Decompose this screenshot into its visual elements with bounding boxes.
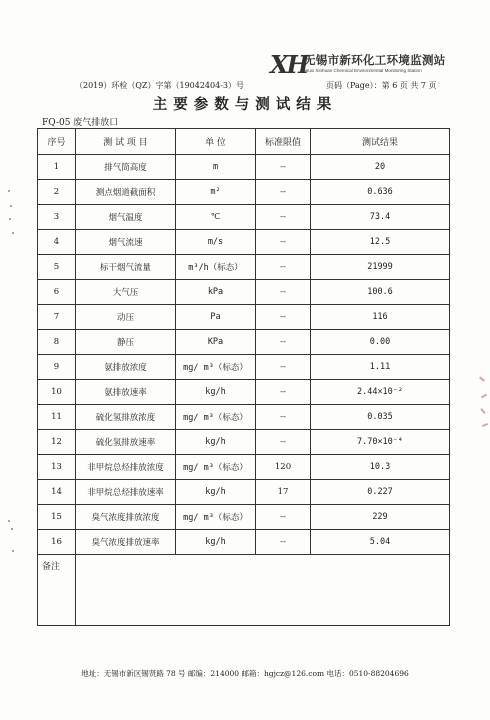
cell-limit: -- [256, 380, 311, 405]
page-info: 页码（Page）：第 6 页 共 7 页 [326, 81, 437, 90]
cell-limit: 120 [256, 455, 311, 480]
cell-no: 10 [38, 380, 76, 405]
cell-item: 大气压 [76, 280, 176, 305]
org-logo [270, 50, 470, 80]
cell-unit: m/s [176, 230, 256, 255]
cell-result: 7.70×10⁻⁴ [311, 430, 450, 455]
cell-no: 13 [38, 455, 76, 480]
cell-no: 8 [38, 330, 76, 355]
cell-limit: -- [256, 205, 311, 230]
cell-limit: -- [256, 280, 311, 305]
cell-no: 11 [38, 405, 76, 430]
cell-unit: Pa [176, 305, 256, 330]
outlet-label: FQ-05 废气排放口 [42, 118, 119, 128]
cell-result: 2.44×10⁻² [311, 380, 450, 405]
table-row [38, 505, 450, 530]
red-mark [479, 376, 485, 381]
remark-row [38, 555, 450, 626]
cell-unit: m² [176, 180, 256, 205]
cell-item: 排气筒高度 [76, 155, 176, 180]
cell-limit: -- [256, 330, 311, 355]
scan-speck [8, 520, 10, 522]
table-row [38, 205, 450, 230]
page-title: 主要参数与测试结果 [152, 97, 338, 113]
table-header-row [38, 129, 450, 155]
cell-limit: -- [256, 505, 311, 530]
cell-result: 1.11 [311, 355, 450, 380]
cell-no: 14 [38, 480, 76, 505]
cell-unit: KPa [176, 330, 256, 355]
cell-no: 15 [38, 505, 76, 530]
cell-item: 氨排放速率 [76, 380, 176, 405]
cell-item: 测点烟道截面积 [76, 180, 176, 205]
cell-item: 硫化氢排放速率 [76, 430, 176, 455]
cell-item: 静压 [76, 330, 176, 355]
logo-mark: XH [270, 50, 308, 79]
red-mark [481, 394, 487, 399]
table-row [38, 530, 450, 555]
scan-speck [9, 218, 11, 220]
cell-limit: -- [256, 430, 311, 455]
scan-speck [12, 232, 14, 234]
document-number: （2019）环检（QZ）字第（19042404-3）号 [75, 81, 244, 90]
cell-unit: kPa [176, 280, 256, 305]
header-unit: 单 位 [176, 129, 256, 155]
cell-result: 10.3 [311, 455, 450, 480]
cell-item: 标干烟气流量 [76, 255, 176, 280]
cell-result: 229 [311, 505, 450, 530]
table-row [38, 430, 450, 455]
cell-limit: -- [256, 355, 311, 380]
cell-result: 0.00 [311, 330, 450, 355]
cell-result: 0.227 [311, 480, 450, 505]
cell-unit: m³/h（标态） [176, 255, 256, 280]
cell-no: 4 [38, 230, 76, 255]
cell-result: 21999 [311, 255, 450, 280]
cell-no: 16 [38, 530, 76, 555]
cell-unit: mg/ m³（标态） [176, 455, 256, 480]
cell-unit: mg/ m³（标态） [176, 405, 256, 430]
cell-limit: -- [256, 530, 311, 555]
footer-contact: 地址：无锡市新区锡贤路 78 号 邮编：214000 邮箱：hgjcz@126.com 电话：0510-88204696 [81, 669, 409, 678]
red-mark [482, 423, 488, 427]
cell-limit: -- [256, 305, 311, 330]
cell-result: 116 [311, 305, 450, 330]
cell-unit: mg/ m³（标态） [176, 355, 256, 380]
remark-label: 备注 [38, 555, 76, 626]
table-row [38, 405, 450, 430]
scan-speck [12, 550, 14, 552]
header-result: 测试结果 [311, 129, 450, 155]
cell-unit: kg/h [176, 380, 256, 405]
cell-unit: kg/h [176, 430, 256, 455]
cell-limit: -- [256, 405, 311, 430]
cell-limit: -- [256, 230, 311, 255]
cell-unit: kg/h [176, 530, 256, 555]
cell-limit: -- [256, 180, 311, 205]
cell-item: 臭气浓度排放浓度 [76, 505, 176, 530]
cell-unit: m [176, 155, 256, 180]
table-row [38, 280, 450, 305]
cell-result: 0.035 [311, 405, 450, 430]
scan-speck [8, 190, 10, 192]
org-name-en: Wuxi Xinhuan Chemical Environmental Monitoring Station [304, 68, 422, 73]
cell-no: 5 [38, 255, 76, 280]
cell-item: 烟气温度 [76, 205, 176, 230]
cell-result: 12.5 [311, 230, 450, 255]
cell-no: 3 [38, 205, 76, 230]
cell-item: 动压 [76, 305, 176, 330]
scan-speck [10, 205, 12, 207]
scan-speck [11, 528, 13, 530]
table-row [38, 355, 450, 380]
header-limit: 标准限值 [256, 129, 311, 155]
cell-no: 6 [38, 280, 76, 305]
table-row [38, 255, 450, 280]
cell-unit: ℃ [176, 205, 256, 230]
table-row [38, 380, 450, 405]
cell-item: 非甲烷总烃排放速率 [76, 480, 176, 505]
cell-no: 2 [38, 180, 76, 205]
cell-item: 非甲烷总烃排放浓度 [76, 455, 176, 480]
cell-unit: mg/ m³（标态） [176, 505, 256, 530]
cell-result: 73.4 [311, 205, 450, 230]
results-table [37, 128, 450, 626]
cell-no: 7 [38, 305, 76, 330]
red-mark [480, 408, 485, 414]
header-no: 序号 [38, 129, 76, 155]
table-row [38, 330, 450, 355]
cell-item: 氨排放浓度 [76, 355, 176, 380]
header-item: 测 试 项 目 [76, 129, 176, 155]
cell-result: 20 [311, 155, 450, 180]
remark-content [76, 555, 450, 626]
cell-limit: -- [256, 155, 311, 180]
table-row [38, 155, 450, 180]
table-row [38, 230, 450, 255]
cell-result: 100.6 [311, 280, 450, 305]
cell-item: 硫化氢排放浓度 [76, 405, 176, 430]
cell-unit: kg/h [176, 480, 256, 505]
cell-item: 烟气流速 [76, 230, 176, 255]
cell-no: 12 [38, 430, 76, 455]
table-row [38, 305, 450, 330]
table-row [38, 180, 450, 205]
cell-no: 1 [38, 155, 76, 180]
cell-result: 5.04 [311, 530, 450, 555]
cell-limit: -- [256, 255, 311, 280]
cell-item: 臭气浓度排放速率 [76, 530, 176, 555]
cell-result: 0.636 [311, 180, 450, 205]
org-name-cn: 无锡市新环化工环境监测站 [304, 53, 446, 67]
cell-no: 9 [38, 355, 76, 380]
table-row [38, 480, 450, 505]
cell-limit: 17 [256, 480, 311, 505]
table-row [38, 455, 450, 480]
